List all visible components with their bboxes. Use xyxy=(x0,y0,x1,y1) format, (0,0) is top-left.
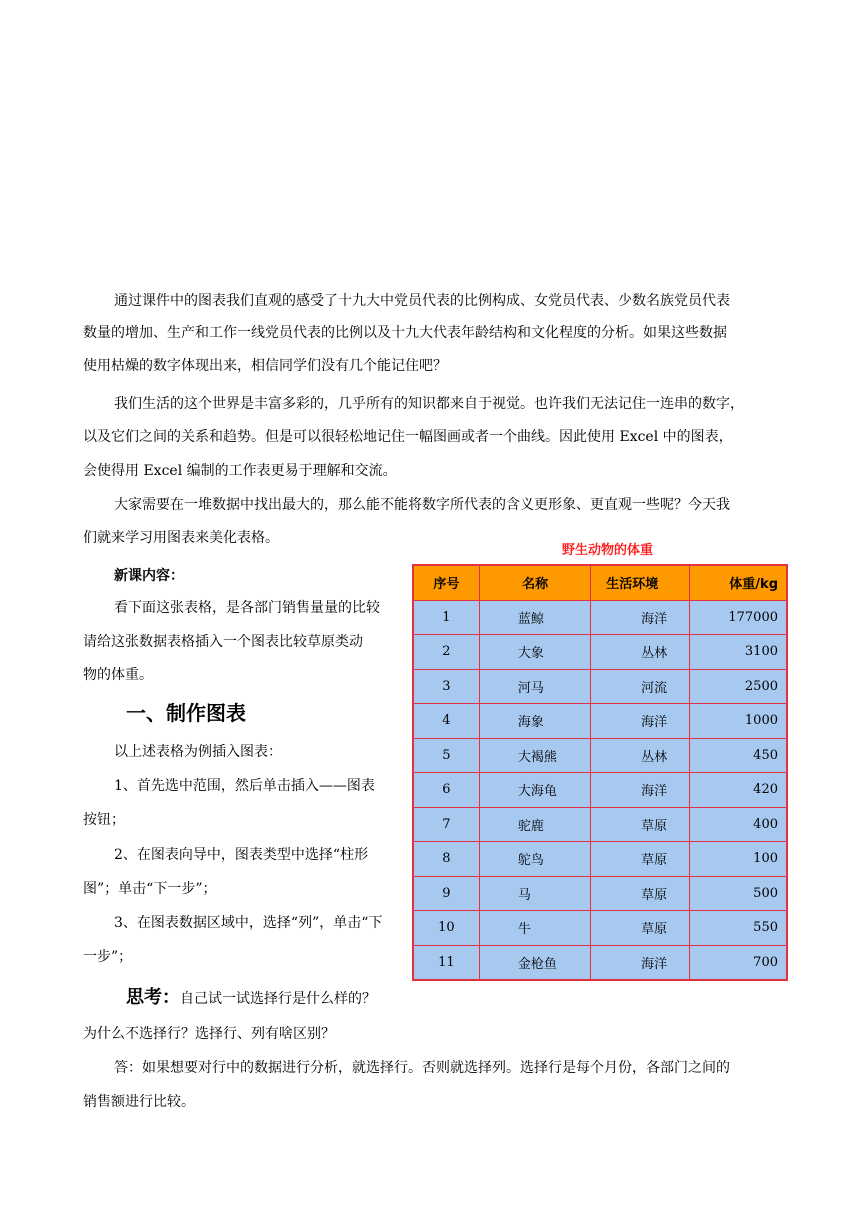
cell-name: 蓝鲸 xyxy=(479,600,591,635)
cell-habitat: 海洋 xyxy=(591,600,690,635)
cell-index: 3 xyxy=(413,669,479,704)
intro-p2-line2: 以及它们之间的关系和趋势。但是可以很轻松地记住一幅图画或者一个曲线。因此使用 Excel 中的图表， xyxy=(83,429,733,445)
header-habitat: 生活环境 xyxy=(591,565,690,600)
step1-line2: 按钮； xyxy=(83,812,125,828)
cell-weight: 500 xyxy=(690,876,787,911)
cell-name: 大海龟 xyxy=(479,773,591,808)
desc-line3: 物的体重。 xyxy=(83,667,153,683)
intro-p1-line3: 使用枯燥的数字体现出来，相信同学们没有几个能记住吧？ xyxy=(83,358,447,374)
cell-weight: 550 xyxy=(690,911,787,946)
table-row xyxy=(413,669,787,704)
cell-weight: 100 xyxy=(690,842,787,877)
new-content-label: 新课内容： xyxy=(114,568,184,584)
cell-name: 牛 xyxy=(479,911,591,946)
cell-name: 大褐熊 xyxy=(479,738,591,773)
table-row xyxy=(413,600,787,635)
cell-habitat: 草原 xyxy=(591,807,690,842)
table-row xyxy=(413,773,787,808)
table-row xyxy=(413,635,787,670)
step2-line1: 2、在图表向导中，图表类型中选择“柱形 xyxy=(114,847,369,863)
cell-habitat: 海洋 xyxy=(591,704,690,739)
cell-index: 2 xyxy=(413,635,479,670)
answer-line1: 答：如果想要对行中的数据进行分析，就选择行。否则就选择列。选择行是每个月份，各部门之间的 xyxy=(114,1060,730,1076)
header-weight: 体重/kg xyxy=(690,565,787,600)
cell-index: 10 xyxy=(413,911,479,946)
cell-weight: 2500 xyxy=(690,669,787,704)
cell-index: 8 xyxy=(413,842,479,877)
answer-line2: 销售额进行比较。 xyxy=(83,1094,195,1110)
cell-weight: 1000 xyxy=(690,704,787,739)
cell-habitat: 海洋 xyxy=(591,945,690,980)
cell-name: 大象 xyxy=(479,635,591,670)
cell-name: 海象 xyxy=(479,704,591,739)
cell-index: 4 xyxy=(413,704,479,739)
intro-p1-line2: 数量的增加、生产和工作一线党员代表的比例以及十九大代表年龄结构和文化程度的分析。如果这些数据 xyxy=(83,325,727,341)
intro-p2-line1: 我们生活的这个世界是丰富多彩的，几乎所有的知识都来自于视觉。也许我们无法记住一连串的数字， xyxy=(114,396,744,412)
step2-line2: 图”；单击“下一步”； xyxy=(83,881,217,897)
step3-line2: 一步”； xyxy=(83,949,133,965)
header-index: 序号 xyxy=(413,565,479,600)
cell-weight: 3100 xyxy=(690,635,787,670)
intro-p3-line1: 大家需要在一堆数据中找出最大的，那么能不能将数字所代表的含义更形象、更直观一些呢？今天我 xyxy=(114,497,730,513)
question-2: 为什么不选择行？选择行、列有啥区别？ xyxy=(83,1026,335,1042)
cell-index: 11 xyxy=(413,945,479,980)
cell-weight: 400 xyxy=(690,807,787,842)
cell-habitat: 海洋 xyxy=(591,773,690,808)
cell-weight: 177000 xyxy=(690,600,787,635)
cell-index: 5 xyxy=(413,738,479,773)
table-header-row xyxy=(413,565,787,600)
cell-name: 金枪鱼 xyxy=(479,945,591,980)
cell-habitat: 草原 xyxy=(591,842,690,877)
cell-name: 鸵鸟 xyxy=(479,842,591,877)
intro-p1-line1: 通过课件中的图表我们直观的感受了十九大中党员代表的比例构成、女党员代表、少数名族党员代表 xyxy=(114,293,730,309)
cell-habitat: 丛林 xyxy=(591,738,690,773)
table-row xyxy=(413,807,787,842)
cell-weight: 450 xyxy=(690,738,787,773)
cell-weight: 420 xyxy=(690,773,787,808)
cell-habitat: 草原 xyxy=(591,876,690,911)
animal-weight-table xyxy=(412,564,788,981)
cell-habitat: 丛林 xyxy=(591,635,690,670)
cell-index: 9 xyxy=(413,876,479,911)
cell-name: 马 xyxy=(479,876,591,911)
think-label: 思考： xyxy=(126,987,180,1008)
step1-line1: 1、首先选中范围，然后单击插入——图表 xyxy=(114,778,375,794)
desc-line1: 看下面这张表格，是各部门销售量量的比较 xyxy=(114,600,380,616)
cell-index: 6 xyxy=(413,773,479,808)
table-row xyxy=(413,876,787,911)
cell-index: 7 xyxy=(413,807,479,842)
table-row xyxy=(413,945,787,980)
header-name: 名称 xyxy=(479,565,591,600)
cell-name: 河马 xyxy=(479,669,591,704)
section-heading: 一、制作图表 xyxy=(126,701,246,725)
intro-p3-line2: 们就来学习用图表来美化表格。 xyxy=(83,530,279,546)
cell-weight: 700 xyxy=(690,945,787,980)
desc-line2: 请给这张数据表格插入一个图表比较草原类动 xyxy=(83,634,363,650)
think-line xyxy=(126,986,376,1011)
table-row xyxy=(413,738,787,773)
table-row xyxy=(413,911,787,946)
cell-index: 1 xyxy=(413,600,479,635)
table-title: 野生动物的体重 xyxy=(562,543,654,558)
think-question: 自己试一试选择行是什么样的？ xyxy=(180,991,376,1007)
table-row xyxy=(413,704,787,739)
cell-habitat: 草原 xyxy=(591,911,690,946)
steps-intro: 以上述表格为例插入图表： xyxy=(114,744,282,760)
step3-line1: 3、在图表数据区域中，选择“列”，单击“下 xyxy=(114,915,383,931)
intro-p2-line3: 会使得用 Excel 编制的工作表更易于理解和交流。 xyxy=(83,463,397,479)
cell-name: 驼鹿 xyxy=(479,807,591,842)
table-row xyxy=(413,842,787,877)
cell-habitat: 河流 xyxy=(591,669,690,704)
